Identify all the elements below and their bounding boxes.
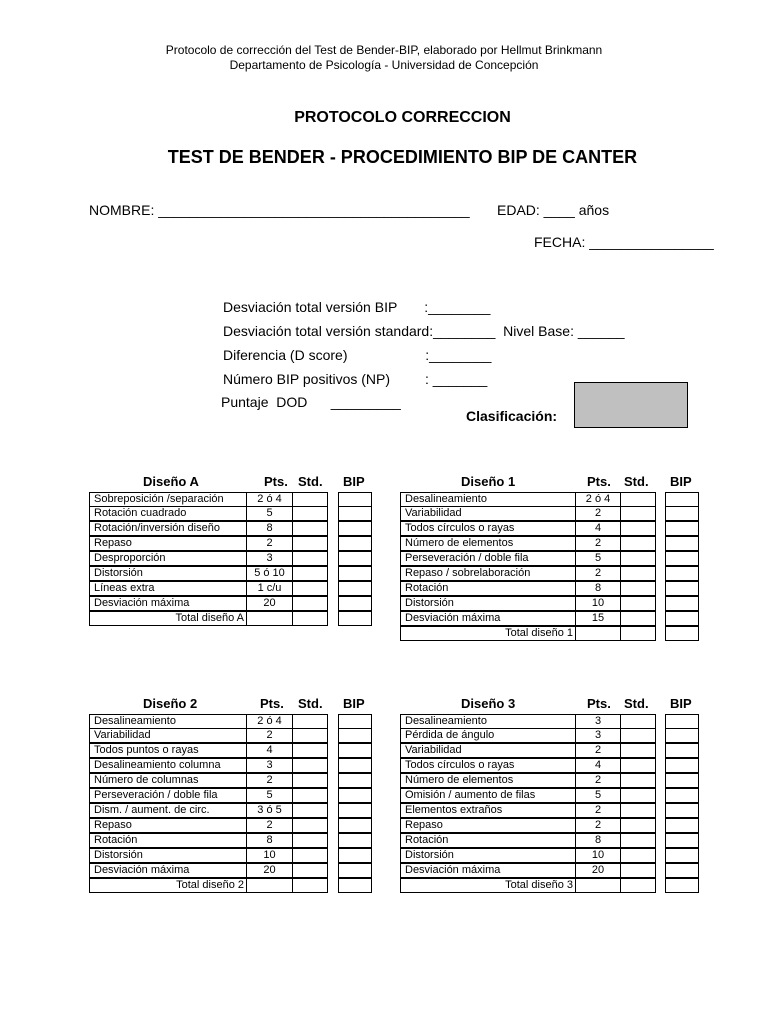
item-pts: 2 <box>575 743 621 758</box>
std-cell[interactable] <box>292 566 328 581</box>
bip-cell[interactable] <box>338 551 372 566</box>
item-label: Rotación cuadrado <box>89 506 247 521</box>
std-cell[interactable] <box>620 863 656 878</box>
table-row <box>400 789 699 804</box>
item-pts: 3 <box>575 714 621 729</box>
col-pts-header: Pts. <box>587 696 611 711</box>
item-pts: 5 <box>246 506 293 521</box>
col-pts-header: Pts. <box>264 474 288 489</box>
score-grid <box>400 714 699 894</box>
item-pts: 20 <box>246 863 293 878</box>
bip-cell[interactable] <box>665 803 699 818</box>
std-cell[interactable] <box>620 581 656 596</box>
item-label: Todos puntos o rayas <box>89 743 247 758</box>
item-pts: 2 ó 4 <box>246 714 293 729</box>
item-pts: 3 <box>246 551 293 566</box>
item-pts: 2 ó 4 <box>575 492 621 507</box>
table-row <box>400 597 699 612</box>
item-pts: 3 ó 5 <box>246 803 293 818</box>
std-cell[interactable] <box>620 728 656 743</box>
table-title: Diseño 1 <box>461 474 516 489</box>
bip-cell[interactable] <box>665 773 699 788</box>
table-row <box>89 864 374 879</box>
item-pts: 4 <box>575 521 621 536</box>
std-cell[interactable] <box>620 833 656 848</box>
table-row <box>400 834 699 849</box>
bip-cell[interactable] <box>338 863 372 878</box>
page-subtitle: TEST DE BENDER - PROCEDIMIENTO BIP DE CANTER <box>167 147 638 167</box>
std-cell[interactable] <box>292 581 328 596</box>
item-pts: 20 <box>246 596 293 611</box>
std-cell[interactable] <box>292 863 328 878</box>
item-pts: 2 <box>246 818 293 833</box>
puntaje-dod-field[interactable]: Puntaje DOD _________ <box>221 394 401 410</box>
std-cell[interactable] <box>292 803 328 818</box>
table-title: Diseño 3 <box>461 696 516 711</box>
item-pts: 2 <box>575 506 621 521</box>
bip-cell[interactable] <box>338 788 372 803</box>
std-cell[interactable] <box>620 596 656 611</box>
table-row <box>89 729 374 744</box>
table-row <box>400 759 699 774</box>
table-row <box>400 582 699 597</box>
bip-cell[interactable] <box>665 788 699 803</box>
bip-cell[interactable] <box>338 714 372 729</box>
bip-cell[interactable] <box>338 803 372 818</box>
total-bip-cell[interactable] <box>665 878 699 893</box>
total-label: Total diseño 1 <box>400 626 576 641</box>
table-row <box>400 507 699 522</box>
item-pts: 10 <box>246 848 293 863</box>
item-label: Número de columnas <box>89 773 247 788</box>
table-row <box>89 567 374 582</box>
std-cell[interactable] <box>620 788 656 803</box>
item-pts: 2 <box>246 536 293 551</box>
item-pts: 5 <box>246 788 293 803</box>
bip-cell[interactable] <box>338 566 372 581</box>
score-grid <box>89 492 374 627</box>
item-pts: 2 <box>575 566 621 581</box>
item-pts: 3 <box>246 758 293 773</box>
bip-cell[interactable] <box>665 728 699 743</box>
total-pts-cell[interactable] <box>246 611 293 626</box>
item-label: Desviación máxima <box>400 611 576 626</box>
col-pts-header: Pts. <box>587 474 611 489</box>
item-pts: 4 <box>246 743 293 758</box>
item-pts: 2 <box>575 536 621 551</box>
bip-cell[interactable] <box>665 581 699 596</box>
table-row <box>89 744 374 759</box>
table-row <box>400 522 699 537</box>
total-label: Total diseño A <box>89 611 247 626</box>
bip-cell[interactable] <box>665 848 699 863</box>
clasificacion-label: Clasificación: <box>466 408 558 424</box>
item-label: Perseveración / doble fila <box>400 551 576 566</box>
col-std-header: Std. <box>298 696 323 711</box>
item-label: Repaso / sobrelaboración <box>400 566 576 581</box>
table-row <box>400 849 699 864</box>
bip-cell[interactable] <box>338 818 372 833</box>
table-row <box>400 714 699 729</box>
std-cell[interactable] <box>620 743 656 758</box>
total-row <box>89 612 374 627</box>
bip-cell[interactable] <box>338 506 372 521</box>
item-label: Desviación máxima <box>89 863 247 878</box>
std-cell[interactable] <box>292 788 328 803</box>
table-row <box>89 507 374 522</box>
bip-cell[interactable] <box>338 492 372 507</box>
total-pts-cell[interactable] <box>246 878 293 893</box>
item-pts: 10 <box>575 596 621 611</box>
table-row <box>400 552 699 567</box>
table-header <box>400 694 692 714</box>
bip-cell[interactable] <box>665 758 699 773</box>
item-label: Desalineamiento columna <box>89 758 247 773</box>
fecha-field[interactable]: FECHA: ________________ <box>534 234 714 250</box>
table-header <box>400 472 692 492</box>
col-std-header: Std. <box>298 474 323 489</box>
bip-cell[interactable] <box>338 536 372 551</box>
table-title: Diseño 2 <box>143 696 198 711</box>
col-bip-header: BIP <box>670 696 692 711</box>
std-cell[interactable] <box>620 758 656 773</box>
item-pts: 2 <box>575 803 621 818</box>
total-std-cell[interactable] <box>620 626 656 641</box>
table-diseno-2 <box>89 694 374 894</box>
item-pts: 5 <box>575 551 621 566</box>
table-row <box>400 537 699 552</box>
total-label: Total diseño 2 <box>89 878 247 893</box>
total-bip-cell[interactable] <box>338 611 372 626</box>
bip-cell[interactable] <box>665 714 699 729</box>
total-bip-cell[interactable] <box>665 626 699 641</box>
total-std-cell[interactable] <box>292 611 328 626</box>
table-row <box>400 729 699 744</box>
table-row <box>89 537 374 552</box>
table-row <box>400 819 699 834</box>
table-title: Diseño A <box>143 474 199 489</box>
table-row <box>400 864 699 879</box>
item-label: Desalineamiento <box>400 492 576 507</box>
nombre-field[interactable]: NOMBRE: ________________________________________ <box>89 202 470 218</box>
bip-cell[interactable] <box>338 521 372 536</box>
item-pts: 5 ó 10 <box>246 566 293 581</box>
bip-cell[interactable] <box>665 833 699 848</box>
total-row <box>89 879 374 894</box>
table-row <box>89 552 374 567</box>
table-row <box>89 759 374 774</box>
std-cell[interactable] <box>620 803 656 818</box>
bip-cell[interactable] <box>665 611 699 626</box>
std-cell[interactable] <box>292 521 328 536</box>
item-label: Número de elementos <box>400 773 576 788</box>
bip-cell[interactable] <box>338 728 372 743</box>
std-cell[interactable] <box>292 818 328 833</box>
table-row <box>89 714 374 729</box>
diferencia-field[interactable]: Diferencia (D score) :________ <box>223 347 492 363</box>
numero-bip-field[interactable]: Número BIP positivos (NP) : _______ <box>223 371 488 387</box>
header-line-1: Protocolo de corrección del Test de Bender-BIP, elaborado por Hellmut Brinkmann <box>165 43 603 57</box>
std-cell[interactable] <box>620 551 656 566</box>
table-row <box>89 804 374 819</box>
item-pts: 3 <box>575 728 621 743</box>
table-diseno-1 <box>400 472 692 642</box>
bip-cell[interactable] <box>665 506 699 521</box>
item-pts: 2 <box>575 773 621 788</box>
desviacion-standard-field[interactable]: Desviación total versión standard:________ Nivel Base: ______ <box>223 323 625 339</box>
total-row <box>400 627 699 642</box>
table-row <box>89 819 374 834</box>
col-pts-header: Pts. <box>260 696 284 711</box>
std-cell[interactable] <box>620 492 656 507</box>
item-label: Distorsión <box>400 596 576 611</box>
table-row <box>89 849 374 864</box>
item-label: Dism. / aument. de circ. <box>89 803 247 818</box>
std-cell[interactable] <box>292 758 328 773</box>
item-label: Variabilidad <box>400 506 576 521</box>
table-row <box>89 834 374 849</box>
item-pts: 20 <box>575 863 621 878</box>
std-cell[interactable] <box>292 714 328 729</box>
table-row <box>400 567 699 582</box>
table-row <box>89 774 374 789</box>
bip-cell[interactable] <box>338 596 372 611</box>
item-pts: 1 c/u <box>246 581 293 596</box>
item-label: Líneas extra <box>89 581 247 596</box>
edad-field[interactable]: EDAD: ____ años <box>497 202 610 218</box>
col-bip-header: BIP <box>670 474 692 489</box>
std-cell[interactable] <box>292 848 328 863</box>
bip-cell[interactable] <box>338 758 372 773</box>
total-bip-cell[interactable] <box>338 878 372 893</box>
bip-cell[interactable] <box>665 863 699 878</box>
bip-cell[interactable] <box>665 596 699 611</box>
item-label: Rotación <box>400 833 576 848</box>
col-bip-header: BIP <box>343 474 365 489</box>
desviacion-bip-field[interactable]: Desviación total versión BIP :________ <box>223 299 491 315</box>
total-label: Total diseño 3 <box>400 878 576 893</box>
total-row <box>400 879 699 894</box>
item-pts: 2 ó 4 <box>246 492 293 507</box>
item-pts: 15 <box>575 611 621 626</box>
item-label: Rotación/inversión diseño <box>89 521 247 536</box>
col-bip-header: BIP <box>343 696 365 711</box>
page-title: PROTOCOLO CORRECCION <box>294 109 511 126</box>
std-cell[interactable] <box>620 714 656 729</box>
std-cell[interactable] <box>292 743 328 758</box>
item-label: Desproporción <box>89 551 247 566</box>
table-row <box>400 744 699 759</box>
table-row <box>89 597 374 612</box>
table-row <box>400 492 699 507</box>
item-label: Omisión / aumento de filas <box>400 788 576 803</box>
item-label: Rotación <box>89 833 247 848</box>
clasificacion-box[interactable] <box>574 382 688 428</box>
col-std-header: Std. <box>624 696 649 711</box>
table-header <box>89 694 374 714</box>
item-label: Desalineamiento <box>400 714 576 729</box>
item-label: Todos círculos o rayas <box>400 521 576 536</box>
bip-cell[interactable] <box>338 773 372 788</box>
std-cell[interactable] <box>292 536 328 551</box>
item-pts: 8 <box>575 833 621 848</box>
std-cell[interactable] <box>620 818 656 833</box>
item-label: Sobreposición /separación <box>89 492 247 507</box>
table-header <box>89 472 374 492</box>
total-pts-cell[interactable] <box>575 626 621 641</box>
std-cell[interactable] <box>620 566 656 581</box>
bip-cell[interactable] <box>338 743 372 758</box>
table-row <box>400 612 699 627</box>
std-cell[interactable] <box>292 492 328 507</box>
std-cell[interactable] <box>292 728 328 743</box>
std-cell[interactable] <box>620 536 656 551</box>
item-label: Pérdida de ángulo <box>400 728 576 743</box>
item-label: Desviación máxima <box>400 863 576 878</box>
table-row <box>400 804 699 819</box>
col-std-header: Std. <box>624 474 649 489</box>
header-line-2: Departamento de Psicología - Universidad de Concepción <box>229 58 539 72</box>
std-cell[interactable] <box>620 611 656 626</box>
score-grid <box>400 492 699 642</box>
std-cell[interactable] <box>620 848 656 863</box>
table-row <box>89 522 374 537</box>
bip-cell[interactable] <box>338 848 372 863</box>
std-cell[interactable] <box>292 596 328 611</box>
table-diseno-3 <box>400 694 692 894</box>
total-std-cell[interactable] <box>292 878 328 893</box>
std-cell[interactable] <box>292 551 328 566</box>
std-cell[interactable] <box>292 833 328 848</box>
item-label: Elementos extraños <box>400 803 576 818</box>
std-cell[interactable] <box>620 506 656 521</box>
item-label: Desviación máxima <box>89 596 247 611</box>
item-label: Variabilidad <box>89 728 247 743</box>
item-label: Perseveración / doble fila <box>89 788 247 803</box>
bip-cell[interactable] <box>665 566 699 581</box>
std-cell[interactable] <box>292 773 328 788</box>
std-cell[interactable] <box>292 506 328 521</box>
bip-cell[interactable] <box>665 521 699 536</box>
bip-cell[interactable] <box>665 743 699 758</box>
score-grid <box>89 714 374 894</box>
item-label: Desalineamiento <box>89 714 247 729</box>
item-label: Número de elementos <box>400 536 576 551</box>
item-label: Repaso <box>89 536 247 551</box>
table-row <box>89 582 374 597</box>
item-pts: 8 <box>575 581 621 596</box>
item-label: Rotación <box>400 581 576 596</box>
bip-cell[interactable] <box>665 536 699 551</box>
std-cell[interactable] <box>620 773 656 788</box>
item-label: Distorsión <box>400 848 576 863</box>
bip-cell[interactable] <box>338 833 372 848</box>
item-pts: 8 <box>246 521 293 536</box>
item-label: Distorsión <box>89 848 247 863</box>
total-std-cell[interactable] <box>620 878 656 893</box>
item-pts: 8 <box>246 833 293 848</box>
bip-cell[interactable] <box>665 492 699 507</box>
item-pts: 2 <box>246 728 293 743</box>
table-row <box>400 774 699 789</box>
bip-cell[interactable] <box>665 818 699 833</box>
item-pts: 2 <box>246 773 293 788</box>
bip-cell[interactable] <box>338 581 372 596</box>
total-pts-cell[interactable] <box>575 878 621 893</box>
item-label: Distorsión <box>89 566 247 581</box>
std-cell[interactable] <box>620 521 656 536</box>
table-row <box>89 492 374 507</box>
item-pts: 2 <box>575 818 621 833</box>
item-label: Todos círculos o rayas <box>400 758 576 773</box>
item-label: Repaso <box>89 818 247 833</box>
item-label: Repaso <box>400 818 576 833</box>
item-pts: 5 <box>575 788 621 803</box>
item-pts: 4 <box>575 758 621 773</box>
table-row <box>89 789 374 804</box>
table-diseno-a <box>89 472 374 627</box>
item-label: Variabilidad <box>400 743 576 758</box>
item-pts: 10 <box>575 848 621 863</box>
bip-cell[interactable] <box>665 551 699 566</box>
